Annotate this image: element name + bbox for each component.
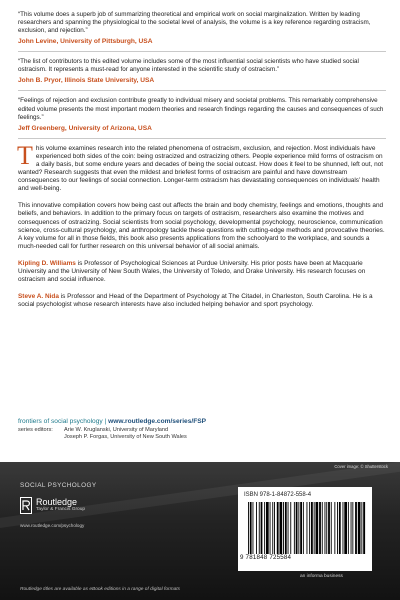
barcode-bar: [331, 502, 332, 554]
routledge-logo-icon: [20, 497, 32, 514]
series-editor-names: [64, 427, 187, 441]
editor-name: Kipling D. Williams: [18, 259, 76, 267]
barcode-bar: [270, 502, 271, 554]
barcode-bar: [259, 502, 260, 554]
informa-tagline: an informa business: [300, 574, 343, 579]
barcode-bar: [296, 502, 298, 554]
barcode-bar: [303, 502, 304, 554]
barcode-bar: [285, 502, 287, 554]
series-editor: Joseph P. Forgas, University of New South Wales: [64, 434, 187, 440]
cover-image-band: [0, 462, 400, 600]
publisher-website[interactable]: www.routledge.com/psychology: [20, 523, 85, 528]
barcode-digits: 9 781848 725584: [240, 554, 292, 561]
barcode-bar: [300, 502, 302, 554]
endorsement-2: [18, 58, 386, 85]
barcode-bar: [326, 502, 327, 554]
barcode-bar: [264, 502, 265, 554]
endorsement-quote: “Feelings of rejection and exclusion contribute greatly to individual misery and societal problems. This remarkably comprehensive edited volume presents the most important modern theories and research findings regarding the causes and consequences of such feelings.”: [18, 97, 384, 121]
divider: [18, 138, 386, 139]
editor-bio-1: [18, 260, 386, 284]
endorsement-author: Jeff Greenberg, University of Arizona, USA: [18, 124, 152, 132]
series-info: [18, 417, 386, 441]
barcode-bar: [250, 502, 252, 554]
barcode-bar: [266, 502, 269, 554]
barcode-bar: [363, 502, 365, 554]
barcode-bar: [288, 502, 289, 554]
endorsement-1: [18, 11, 386, 46]
editor-bio-2: [18, 293, 386, 309]
barcode-bar: [253, 502, 254, 554]
endorsement-3: [18, 97, 386, 132]
barcode-bar: [325, 502, 326, 554]
barcode-bar: [316, 502, 319, 554]
barcode-bar: [283, 502, 284, 554]
isbn: ISBN 978-1-84872-558-4: [244, 492, 312, 498]
barcode-bar: [274, 502, 275, 554]
series-editor: Arie W. Kruglanski, University of Maryland: [64, 427, 169, 433]
intro-text: his volume examines research into the related phenomena of ostracism, exclusion, and rejection. Most individuals have experienced both sides of the coin: being ostracized and ostracizing others. People experience mild forms of ostracism on a daily basis, but some endure years and decades of being the social outcast. How does it feel to be shunned, left out, not wanted? Research suggests that even the mildest and briefest forms of ostracism are painful and have downstream consequences to our feelings of social connection. Longer-term ostracism has devastating consequences on individuals’ health and well-being.: [18, 144, 384, 193]
series-editors-label: series editors:: [18, 427, 53, 433]
divider: [18, 51, 386, 52]
barcode-bar: [290, 502, 291, 554]
barcode-bar: [311, 502, 313, 554]
cover-text-column: [18, 11, 386, 309]
endorsement-quote: “The list of contributors to this edited volume includes some of the most influential social scientists who have studied social ostracism. It represents a must-read for anyone interested in the scientific study of ostracism.”: [18, 58, 359, 74]
barcode-bar: [294, 502, 295, 554]
barcode-bar: [314, 502, 315, 554]
barcode-bar: [322, 502, 323, 554]
series-editors: [18, 427, 386, 441]
barcode-bar: [355, 502, 357, 554]
barcode-bar: [248, 502, 249, 554]
divider: [18, 90, 386, 91]
barcode-bar: [337, 502, 338, 554]
endorsement-author: John Levine, University of Pittsburgh, USA: [18, 38, 153, 46]
barcode-bar: [344, 502, 347, 554]
isbn-barcode-box: [238, 487, 372, 571]
barcode-bar: [334, 502, 335, 554]
barcode-bar: [277, 502, 279, 554]
description-paragraph: This innovative compilation covers how being cast out affects the brain and body chemistry, feelings and emotions, thoughts and beliefs, and behaviors. In addition to the primary focus on targets of ostracism, researchers also examine the motives and consequences of ostracizing. Social scientists from social psychology, developmental psychology, neuroscience, communication science, cross-cultural psychology, and anthropology tackle these questions with cutting-edge methods and provocative theories. A key volume for all in those fields, this book also presents applications from the schoolyard to the workplace, and sounds a much-needed call for further research on this universal behavior of all social animals.: [18, 202, 385, 250]
series-name: frontiers of social psychology: [18, 418, 103, 425]
barcode-bar: [319, 502, 321, 554]
editor-bio-text: is Professor of Psychological Sciences at Purdue University. His prior posts have been at Macquarie University and the University of New South Wales, the University of Toledo, and Drake University. His research focuses on ostracism and social influence.: [18, 259, 366, 284]
editor-bio-text: is Professor and Head of the Department of Psychology at The Citadel, in Charleston, South Carolina. He is a social psychologist whose research interests have also included helping behavior and sport psychology.: [18, 293, 373, 309]
barcode-bar: [272, 502, 273, 554]
barcode-icon: [248, 502, 366, 554]
barcode-bar: [351, 502, 352, 554]
barcode-bar: [358, 502, 361, 554]
series-url[interactable]: www.routledge.com/series/FSP: [108, 418, 207, 425]
barcode-bar: [256, 502, 257, 554]
barcode-bar: [307, 502, 308, 554]
editor-name: Steve A. Nida: [18, 293, 59, 301]
endorsement-quote: “This volume does a superb job of summarizing theoretical and empirical work on social marginalization. Written by leading researchers and spanning the physiological to the societal level of analysis, the volume is a key reference regarding ostracism, exclusion, and rejection.”: [18, 11, 371, 35]
publisher-group: Taylor & Francis Group: [36, 507, 86, 512]
series-separator: |: [102, 418, 109, 425]
barcode-bar: [261, 502, 263, 554]
publisher-name: Routledge: [36, 497, 78, 507]
intro-paragraph: [17, 140, 386, 194]
barcode-bar: [309, 502, 310, 554]
endorsement-author: John B. Pryor, Illinois State University, USA: [18, 77, 155, 85]
barcode-bar: [339, 502, 341, 554]
publisher-logo: [20, 497, 85, 514]
barcode-bar: [343, 502, 344, 554]
cover-credit: Cover image: © Shutterstock: [334, 464, 388, 469]
barcode-bar: [352, 502, 353, 554]
series-line: [18, 417, 386, 426]
barcode-bar: [298, 502, 299, 554]
barcode-bar: [361, 502, 362, 554]
ebook-note: Routledge titles are available as eBook editions in a range of digital formats: [20, 587, 180, 592]
subject-category: SOCIAL PSYCHOLOGY: [20, 482, 97, 489]
barcode-bar: [348, 502, 349, 554]
drop-cap: T: [17, 140, 33, 170]
barcode-bar: [328, 502, 330, 554]
barcode-bar: [280, 502, 283, 554]
